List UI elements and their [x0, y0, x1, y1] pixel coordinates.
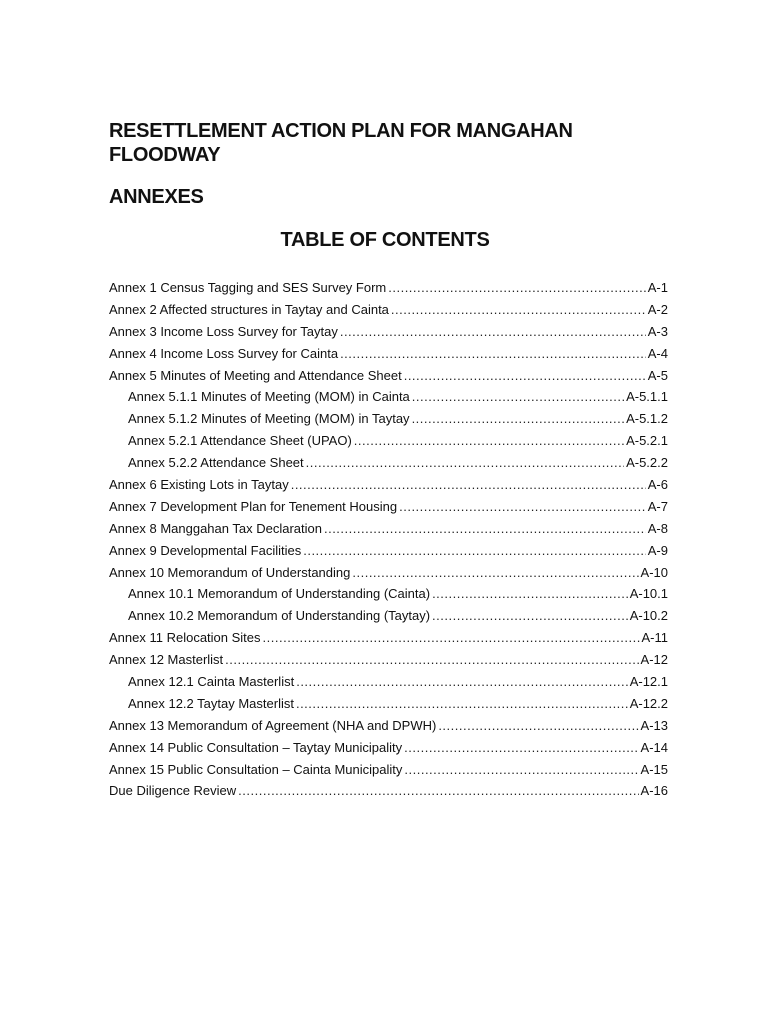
toc-entry-page-number: A-9: [647, 542, 668, 558]
toc-entry[interactable]: [109, 583, 668, 605]
toc-heading: TABLE OF CONTENTS: [280, 229, 490, 251]
toc-entry-page-number: A-12: [640, 652, 668, 668]
toc-entry[interactable]: [109, 430, 668, 452]
toc-dot-leader: [404, 759, 638, 781]
toc-entry-page-number: A-4: [647, 345, 668, 361]
toc-entry-page-number: A-16: [640, 783, 668, 799]
toc-entry-label: Annex 6 Existing Lots in Taytay: [109, 477, 289, 493]
toc-dot-leader: [340, 321, 646, 343]
toc-entry[interactable]: [109, 518, 668, 540]
toc-dot-leader: [291, 474, 646, 496]
toc-dot-leader: [399, 496, 646, 518]
toc-entry[interactable]: [109, 343, 668, 365]
table-of-contents: [109, 277, 668, 802]
toc-entry-page-number: A-12.1: [629, 674, 668, 690]
toc-entry[interactable]: [109, 649, 668, 671]
toc-entry-label: Annex 5 Minutes of Meeting and Attendance Sheet: [109, 367, 402, 383]
toc-dot-leader: [432, 583, 628, 605]
toc-dot-leader: [354, 430, 624, 452]
toc-entry-label: Annex 12 Masterlist: [109, 652, 224, 668]
toc-entry-page-number: A-6: [647, 477, 668, 493]
toc-entry-page-number: A-15: [640, 761, 668, 777]
toc-dot-leader: [412, 408, 625, 430]
toc-entry-page-number: A-1: [647, 280, 668, 295]
toc-entry-label: Annex 12.2 Taytay Masterlist: [128, 695, 294, 711]
toc-entry[interactable]: [109, 474, 668, 496]
toc-entry-label: Annex 2 Affected structures in Taytay and Cainta: [109, 301, 389, 317]
toc-dot-leader: [238, 780, 638, 802]
toc-entry-page-number: A-10.1: [629, 586, 668, 602]
toc-entry[interactable]: [109, 715, 668, 737]
toc-entry[interactable]: [109, 605, 668, 627]
toc-entry-label: Annex 10.1 Memorandum of Understanding (Cainta): [128, 586, 431, 602]
toc-entry-page-number: A-13: [640, 717, 668, 733]
toc-dot-leader: [432, 605, 628, 627]
toc-entry-label: Annex 9 Developmental Facilities: [109, 542, 302, 558]
toc-dot-leader: [438, 715, 638, 737]
toc-entry[interactable]: [109, 299, 668, 321]
toc-entry-label: Annex 11 Relocation Sites: [109, 630, 261, 646]
toc-entry-label: Annex 3 Income Loss Survey for Taytay: [109, 323, 338, 339]
toc-dot-leader: [263, 627, 640, 649]
toc-entry-page-number: A-14: [640, 739, 668, 755]
toc-dot-leader: [324, 518, 646, 540]
toc-entry-page-number: A-12.2: [629, 695, 668, 711]
toc-entry-page-number: A-5.1.2: [626, 411, 668, 427]
toc-entry-page-number: A-5.2.1: [626, 433, 668, 449]
toc-entry-page-number: A-11: [641, 630, 668, 646]
toc-entry-page-number: A-5.1.1: [626, 389, 668, 405]
toc-entry-page-number: A-10: [640, 564, 668, 580]
toc-dot-leader: [404, 365, 646, 387]
toc-entry[interactable]: [109, 562, 668, 584]
toc-dot-leader: [412, 386, 624, 408]
toc-dot-leader: [340, 343, 646, 365]
toc-entry-page-number: A-2: [647, 301, 668, 317]
toc-dot-leader: [391, 299, 646, 321]
toc-entry-page-number: A-5: [647, 367, 668, 383]
toc-entry[interactable]: [109, 408, 668, 430]
document-subtitle: ANNEXES: [109, 186, 204, 208]
toc-entry[interactable]: [109, 496, 668, 518]
document-title: RESETTLEMENT ACTION PLAN FOR MANGAHAN FLOODWAY: [109, 120, 573, 166]
toc-entry-label: Annex 10.2 Memorandum of Understanding (Taytay): [128, 608, 431, 624]
toc-entry[interactable]: [109, 321, 668, 343]
toc-entry[interactable]: [109, 693, 668, 715]
toc-entry[interactable]: [109, 365, 668, 387]
toc-dot-leader: [303, 540, 646, 562]
toc-entry-label: Annex 14 Public Consultation – Taytay Municipality: [109, 739, 403, 755]
toc-dot-leader: [296, 671, 627, 693]
toc-entry-label: Annex 13 Memorandum of Agreement (NHA and DPWH): [109, 717, 437, 733]
toc-entry-label: Annex 5.2.2 Attendance Sheet: [128, 455, 304, 471]
toc-entry[interactable]: [109, 452, 668, 474]
toc-dot-leader: [225, 649, 638, 671]
toc-entry[interactable]: [109, 737, 668, 759]
toc-dot-leader: [388, 277, 646, 299]
toc-dot-leader: [352, 562, 638, 584]
toc-entry-label: Annex 5.2.1 Attendance Sheet (UPAO): [128, 433, 352, 449]
toc-entry-page-number: A-10.2: [629, 608, 668, 624]
toc-entry-page-number: A-7: [647, 498, 668, 514]
toc-entry[interactable]: [109, 759, 668, 781]
toc-entry-label: Annex 7 Development Plan for Tenement Housing: [109, 498, 398, 514]
toc-entry[interactable]: [109, 671, 668, 693]
toc-entry[interactable]: [109, 780, 668, 802]
toc-dot-leader: [296, 693, 628, 715]
toc-entry[interactable]: [109, 277, 668, 299]
toc-entry-label: Annex 10 Memorandum of Understanding: [109, 564, 351, 580]
toc-entry-label: Due Diligence Review: [109, 783, 237, 799]
toc-dot-leader: [306, 452, 624, 474]
toc-entry[interactable]: [109, 386, 668, 408]
toc-entry-label: Annex 8 Manggahan Tax Declaration: [109, 520, 322, 536]
toc-entry-label: Annex 12.1 Cainta Masterlist: [128, 674, 295, 690]
toc-entry-label: Annex 5.1.1 Minutes of Meeting (MOM) in Cainta: [128, 389, 410, 405]
toc-entry-page-number: A-8: [647, 520, 668, 536]
toc-entry-label: Annex 4 Income Loss Survey for Cainta: [109, 345, 339, 361]
toc-entry-label: Annex 15 Public Consultation – Cainta Municipality: [109, 761, 403, 777]
toc-entry-label: Annex 1 Census Tagging and SES Survey Form: [109, 280, 387, 295]
toc-entry-page-number: A-3: [647, 323, 668, 339]
toc-entry-page-number: A-5.2.2: [626, 455, 668, 471]
toc-entry-label: Annex 5.1.2 Minutes of Meeting (MOM) in Taytay: [128, 411, 410, 427]
toc-entry[interactable]: [109, 540, 668, 562]
toc-dot-leader: [404, 737, 638, 759]
toc-entry[interactable]: [109, 627, 668, 649]
